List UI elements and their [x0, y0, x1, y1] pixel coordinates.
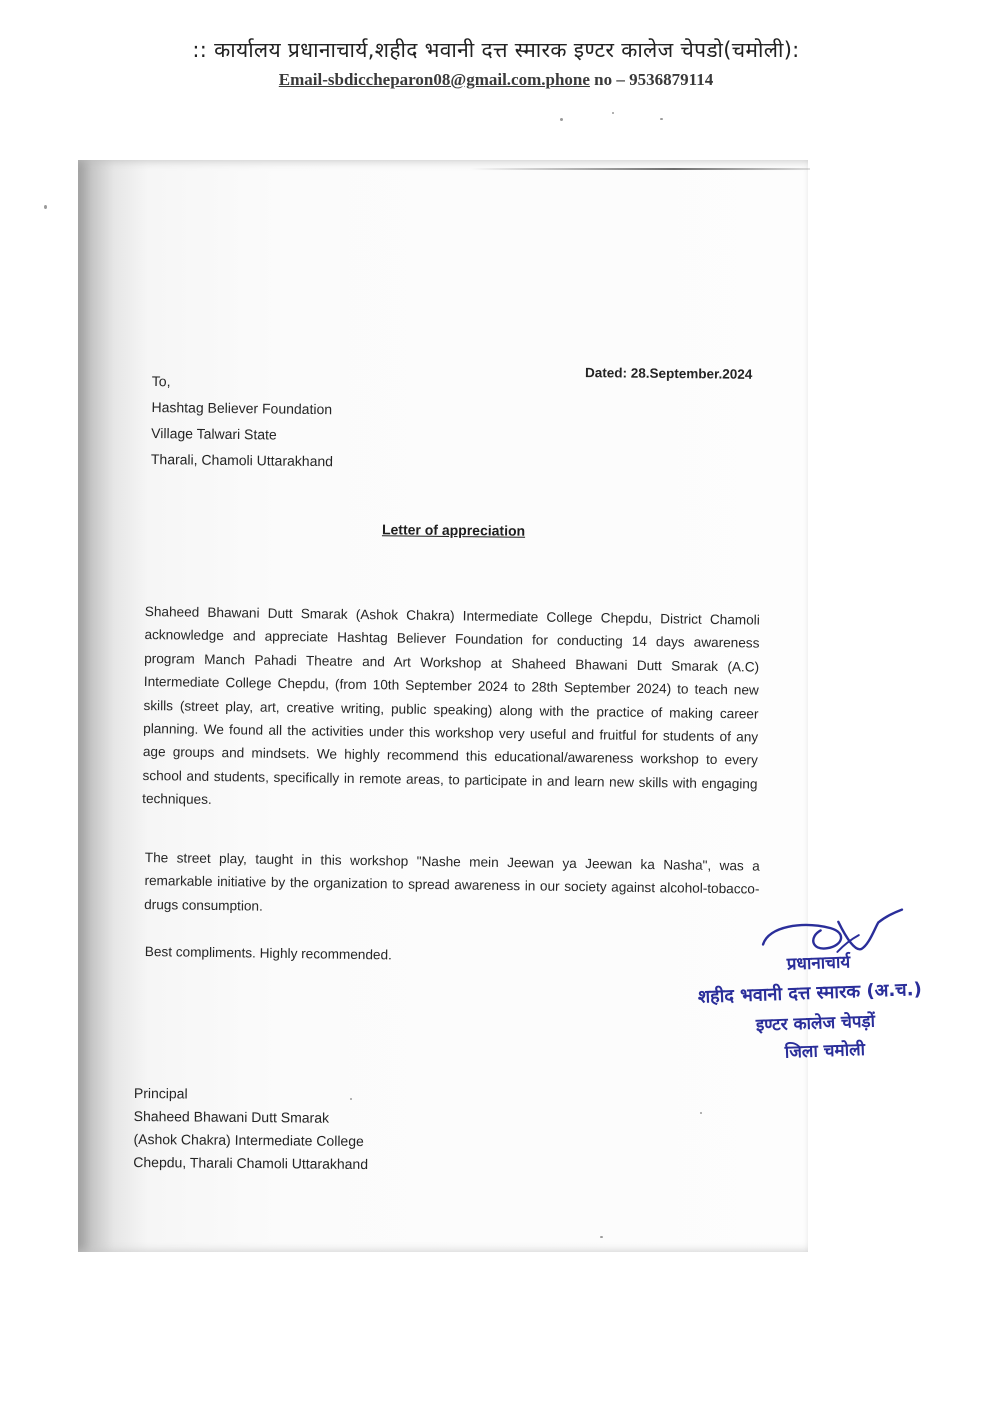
principal-stamp	[690, 905, 975, 1075]
letter-date: Dated: 28.September.2024	[584, 365, 753, 382]
letterhead-phone: no – 9536879114	[589, 70, 714, 89]
letter-subject: Letter of appreciation	[381, 521, 526, 539]
body-paragraph: Shaheed Bhawani Dutt Smarak (Ashok Chakra) Intermediate College Chepdu, District Chamoli acknowledge and appreciate Hashtag Believer Foundation for conducting 14 days awareness program Manch Pahadi Theatre and Art Workshop at Shaheed Bhawani Dutt Smarak (A.C) Intermediate College Chepdu, (from 10th September 2024 to 28th September 2024) to teach new skills (street play, art, creative writing, public speaking) along with the practice of making career planning. We found all the activities under this workshop very useful and fruitful for students of any age groups and mindsets. We highly recommend this educational/awareness workshop to every school and students, specifically in remote areas, to participate in and learn new skills with engaging techniques.	[142, 603, 760, 808]
stamp-line: प्रधानाचार्य	[786, 952, 851, 975]
scan-speck	[700, 1112, 702, 1114]
scan-speck	[660, 118, 663, 120]
scan-speck	[600, 1236, 603, 1238]
signature-line: (Ashok Chakra) Intermediate College	[133, 1130, 364, 1150]
stamp-line: शहीद भवानी दत्त स्मारक (अ.च.)	[697, 978, 923, 1008]
signature-block	[133, 1082, 369, 1176]
letterhead-title: :: कार्यालय प्रधानाचार्य,शहीद भवानी दत्त स्मारक इण्टर कालेज चेपडो(चमोली):	[192, 38, 800, 62]
recipient-line: Tharali, Chamoli Uttarakhand	[150, 450, 334, 470]
closing-line: Best compliments. Highly recommended.	[144, 943, 392, 963]
scan-speck	[612, 112, 614, 114]
letterhead-contact	[0, 70, 992, 90]
signature-line: Principal	[133, 1084, 188, 1102]
body-paragraph: The street play, taught in this workshop "Nashe mein Jeewan ya Jeewan ka Nasha", was a remarkable initiative by the organization to spread awareness in our society against alcohol-tobacco-drugs consumption.	[144, 849, 760, 914]
recipient-address	[151, 370, 334, 476]
letterhead-email[interactable]: Email-sbdiccheparon08@gmail.com.phone	[278, 70, 590, 89]
signature-line: Chepdu, Tharali Chamoli Uttarakhand	[133, 1153, 369, 1173]
scan-speck	[560, 118, 563, 121]
stamp-line: इण्टर कालेज चेपड़ों	[755, 1011, 876, 1036]
letterhead	[0, 36, 992, 90]
stamp-line: जिला चमोली	[784, 1039, 866, 1063]
recipient-line: Hashtag Believer Foundation	[151, 398, 333, 418]
scan-speck	[44, 205, 47, 209]
signature-line: Shaheed Bhawani Dutt Smarak	[133, 1107, 330, 1126]
recipient-line: To,	[151, 372, 171, 390]
scan-edge-line	[470, 168, 810, 170]
recipient-line: Village Talwari State	[151, 424, 277, 443]
